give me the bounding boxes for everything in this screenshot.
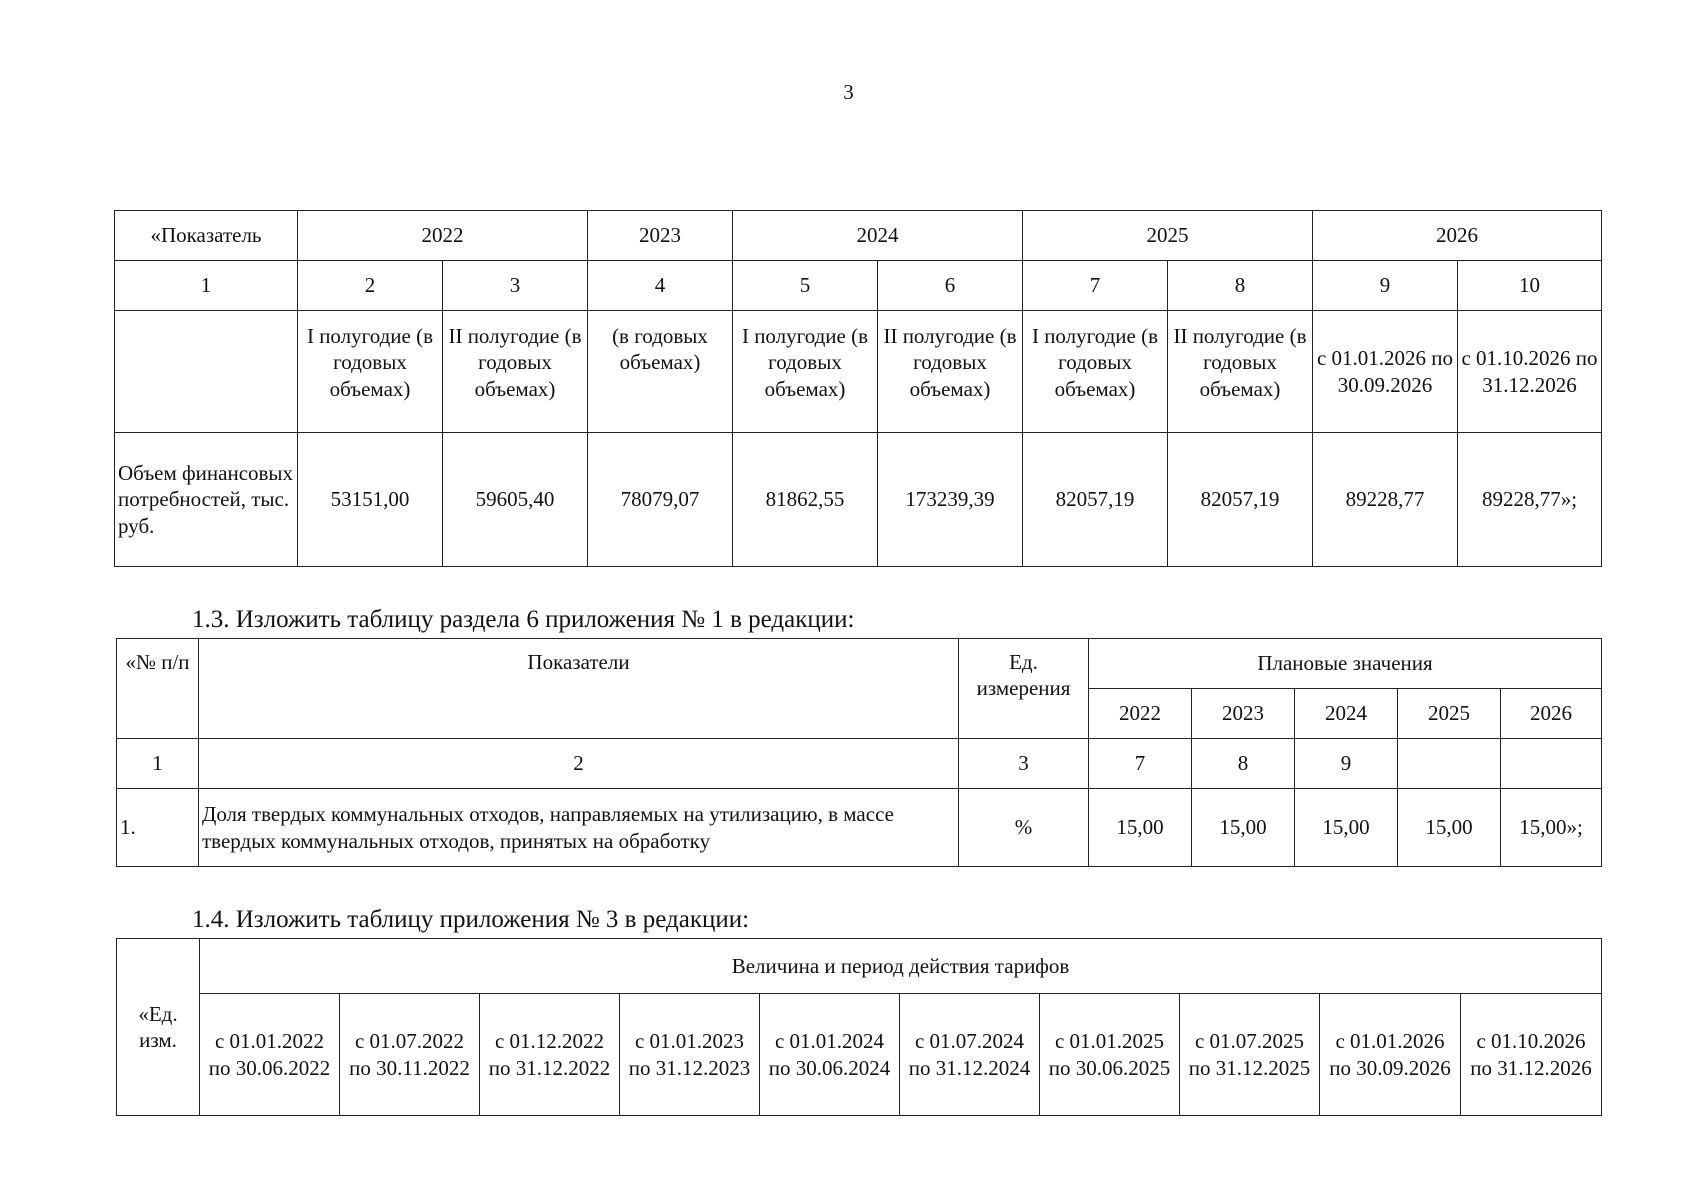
table2-header-row [117,639,1602,689]
table3-period: с 01.07.2024 по 31.12.2024 [900,994,1040,1116]
tariff-periods-table [116,938,1602,1116]
table2-col-num-header: «№ п/п [117,639,199,739]
table2-year: 2025 [1398,689,1501,739]
table3-period: с 01.01.2026 по 30.09.2026 [1320,994,1461,1116]
table1-period: II полугодие (в годовых объемах) [878,311,1023,433]
table3-period: с 01.01.2025 по 30.06.2025 [1040,994,1180,1116]
table3-period: с 01.01.2023 по 31.12.2023 [620,994,760,1116]
table1-value: 82057,19 [1023,433,1168,567]
table1-year-2022: 2022 [298,211,588,261]
table1-period: I полугодие (в годовых объемах) [733,311,878,433]
table2-year: 2024 [1295,689,1398,739]
table1-value: 59605,40 [443,433,588,567]
table2-colnum: 3 [959,739,1089,789]
table1-year-row [115,211,1602,261]
table1-period: I полугодие (в годовых объемах) [298,311,443,433]
section-heading-1-4: 1.4. Изложить таблицу приложения № 3 в редакции: [192,906,750,933]
table1-value: 89228,77 [1313,433,1458,567]
table1-colnum: 3 [443,261,588,311]
table2-colnum: 2 [199,739,959,789]
table3-tariff-header: Величина и период действия тарифов [200,939,1602,994]
table2-data-row [117,789,1602,867]
table3-period: с 01.01.2022 по 30.06.2022 [200,994,340,1116]
table1-colnum: 2 [298,261,443,311]
financial-needs-table [114,210,1602,567]
table1-value: 53151,00 [298,433,443,567]
table2-indicators-header: Показатели [199,639,959,739]
table1-period: II полугодие (в годовых объемах) [1168,311,1313,433]
table1-row-label: Объем финансовых потребностей, тыс. руб. [115,433,298,567]
table2-row-value: 15,00 [1192,789,1295,867]
table1-period: с 01.10.2026 по 31.12.2026 [1458,311,1602,433]
table3-period: с 01.01.2024 по 30.06.2024 [760,994,900,1116]
table1-header-label: «Показатель [115,211,298,261]
table2-colnum: 7 [1089,739,1192,789]
table2-row-unit: % [959,789,1089,867]
table1-year-2025: 2025 [1023,211,1313,261]
table1-year-2023: 2023 [588,211,733,261]
table2-colnum: 8 [1192,739,1295,789]
table3-period: с 01.12.2022 по 31.12.2022 [480,994,620,1116]
table2-row-value: 15,00»; [1501,789,1602,867]
table1-colnum: 4 [588,261,733,311]
table1-colnum: 1 [115,261,298,311]
table1-period: I полугодие (в годовых объемах) [1023,311,1168,433]
table3-period: с 01.10.2026 по 31.12.2026 [1461,994,1602,1116]
table2-colnum-row [117,739,1602,789]
table2-colnum: 9 [1295,739,1398,789]
table1-value: 78079,07 [588,433,733,567]
planned-values-table [116,638,1602,867]
page-number: 3 [843,80,854,104]
table1-year-2026: 2026 [1313,211,1602,261]
table3-period: с 01.07.2022 по 30.11.2022 [340,994,480,1116]
section-heading-1-3: 1.3. Изложить таблицу раздела 6 приложения № 1 в редакции: [192,606,855,633]
table1-value: 89228,77»; [1458,433,1602,567]
table1-period-row [115,311,1602,433]
table2-colnum [1398,739,1501,789]
table1-colnum: 5 [733,261,878,311]
table2-colnum: 1 [117,739,199,789]
table2-row-value: 15,00 [1089,789,1192,867]
table1-period: (в годовых объемах) [588,311,733,433]
table1-colnum: 7 [1023,261,1168,311]
table1-colnum: 6 [878,261,1023,311]
table2-year: 2023 [1192,689,1295,739]
table1-value: 81862,55 [733,433,878,567]
table1-colnum-row [115,261,1602,311]
table3-header-row [117,939,1602,994]
table1-year-2024: 2024 [733,211,1023,261]
table2-year: 2026 [1501,689,1602,739]
table2-row-num: 1. [117,789,199,867]
table1-value-row [115,433,1602,567]
table3-period: с 01.07.2025 по 31.12.2025 [1180,994,1320,1116]
table1-value: 82057,19 [1168,433,1313,567]
table2-row-value: 15,00 [1295,789,1398,867]
table3-unit-header: «Ед. изм. [117,939,200,1116]
table2-planned-header: Плановые значения [1089,639,1602,689]
table1-period: II полугодие (в годовых объемах) [443,311,588,433]
table1-colnum: 8 [1168,261,1313,311]
table1-colnum: 9 [1313,261,1458,311]
table3-period-row [117,994,1602,1116]
table2-row-value: 15,00 [1398,789,1501,867]
table1-colnum: 10 [1458,261,1602,311]
table1-value: 173239,39 [878,433,1023,567]
table2-colnum [1501,739,1602,789]
table2-year: 2022 [1089,689,1192,739]
table2-unit-header: Ед. измерения [959,639,1089,739]
table1-period: с 01.01.2026 по 30.09.2026 [1313,311,1458,433]
table1-empty-cell [115,311,298,433]
table2-row-text: Доля твердых коммунальных отходов, направляемых на утилизацию, в массе твердых коммунальных отходов, принятых на обработку [199,789,959,867]
